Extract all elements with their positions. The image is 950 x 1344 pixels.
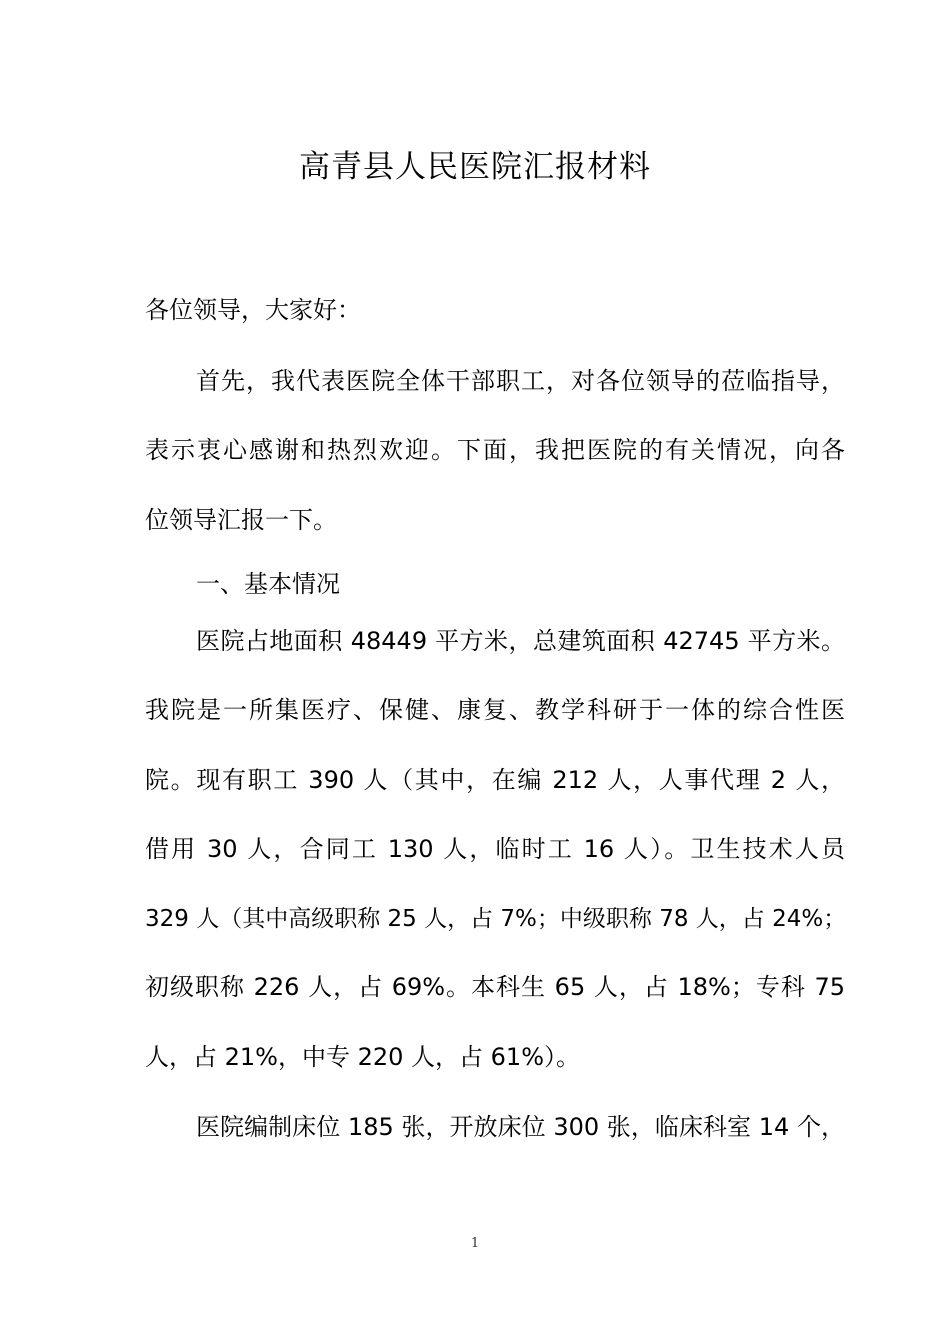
- paragraph-line: 医院编制床位 185 张，开放床位 300 张，临床科室 14 个，: [196, 1113, 845, 1141]
- paragraph-line: 329 人（其中高级职称 25 人，占 7%；中级职称 78 人，占 24%；: [145, 906, 847, 932]
- paragraph-line: 医院占地面积 48449 平方米，总建筑面积 42745 平方米。: [196, 627, 845, 655]
- page-number: 1: [470, 1236, 480, 1251]
- paragraph-line: 表示衷心感谢和热烈欢迎。下面，我把医院的有关情况，向各: [145, 436, 845, 464]
- section-heading: 一、基本情况: [196, 570, 340, 598]
- paragraph-line: 初级职称 226 人，占 69%。本科生 65 人，占 18%；专科 75: [145, 973, 845, 1001]
- paragraph-line: 我院是一所集医疗、保健、康复、教学科研于一体的综合性医: [145, 696, 845, 724]
- paragraph-line: 院。现有职工 390 人（其中，在编 212 人，人事代理 2 人，: [145, 766, 845, 794]
- paragraph-line: 首先，我代表医院全体干部职工，对各位领导的莅临指导，: [196, 367, 845, 395]
- paragraph-line: 位领导汇报一下。: [145, 506, 337, 534]
- document-title: 高青县人民医院汇报材料: [299, 149, 651, 185]
- paragraph-line: 借用 30 人，合同工 130 人，临时工 16 人）。卫生技术人员: [145, 835, 845, 863]
- salutation-line: 各位领导，大家好：: [145, 296, 361, 324]
- paragraph-line: 人，占 21%，中专 220 人，占 61%）。: [145, 1043, 581, 1071]
